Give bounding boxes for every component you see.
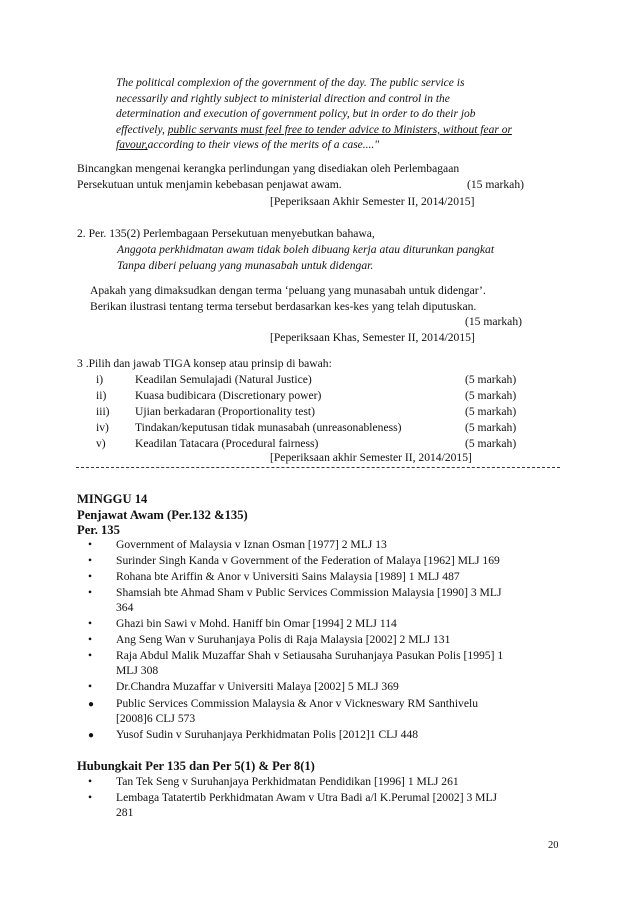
q1-exam: [Peperiksaan Akhir Semester II, 2014/2015] [270,195,475,208]
case-citation: Ang Seng Wan v Suruhanjaya Polis di Raja Malaysia [2002] 2 MLJ 131 [116,633,451,646]
bullet: • [88,586,93,599]
quote-line: necessarily and rightly subject to ministerial direction and control in the [116,92,450,105]
q3-item-num: i) [96,373,104,386]
case-citation: Public Services Commission Malaysia & Anor v Vickneswary RM Santhivelu [116,697,479,710]
case-citation-cont: [2008]6 CLJ 573 [116,712,196,725]
case-citation: Shamsiah bte Ahmad Sham v Public Services Commission Malaysia [1990] 3 MLJ [116,586,502,599]
q3-item-marks: (5 markah) [465,389,517,402]
bullet: • [88,570,93,583]
q3-item-text: Kuasa budibicara (Discretionary power) [135,389,322,402]
q2-italic-line: Anggota perkhidmatan awam tidak boleh dibuang kerja atau diturunkan pangkat [117,243,495,256]
q3-exam: [Peperiksaan akhir Semester II, 2014/2015] [270,451,472,464]
bullet: • [88,649,93,662]
week-subtitle: Penjawat Awam (Per.132 &135) [77,508,248,522]
case-citation-cont: MLJ 308 [116,664,159,677]
quote-underlined-text: favour, [116,139,148,152]
bullet: ● [88,730,95,741]
bullet: • [88,775,93,788]
case-citation: Lembaga Tatatertib Perkhidmatan Awam v Utra Badi a/l K.Perumal [2002] 3 MLJ [116,791,498,804]
bullet: • [88,538,93,551]
q3-item-marks: (5 markah) [465,405,517,418]
q3-item-marks: (5 markah) [465,437,517,450]
page-number: 20 [548,840,559,851]
q2-line: Apakah yang dimaksudkan dengan terma ‘peluang yang munasabah untuk didengar’. [90,284,486,297]
bullet: • [88,633,93,646]
case-citation: Ghazi bin Sawi v Mohd. Haniff bin Omar [1994] 2 MLJ 114 [116,617,397,630]
case-citation: Yusof Sudin v Suruhanjaya Perkhidmatan Polis [2012]1 CLJ 448 [116,728,419,741]
q3-item-text: Keadilan Semulajadi (Natural Justice) [135,373,312,386]
q2-exam: [Peperiksaan Khas, Semester II, 2014/2015] [270,331,475,344]
q2-line: 2. Per. 135(2) Perlembagaan Persekutuan menyebutkan bahawa, [77,227,375,240]
q2-line: Berikan ilustrasi tentang terma tersebut berdasarkan kes-kes yang telah diputuskan. [90,300,477,313]
bullet: • [88,617,93,630]
quote-text: effectively, [116,123,168,136]
q3-item-num: v) [96,437,106,450]
quote-line: determination and execution of government policy, but in order to do their job [116,108,476,121]
bullet: • [88,680,93,693]
case-citation: Tan Tek Seng v Suruhanjaya Perkhidmatan Pendidikan [1996] 1 MLJ 261 [116,775,459,788]
week-title: MINGGU 14 [77,492,148,506]
section-heading: Per. 135 [77,523,120,537]
quote-line [116,123,566,139]
q3-item-marks: (5 markah) [465,373,517,386]
bullet: ● [88,699,95,710]
q3-item-text: Keadilan Tatacara (Procedural fairness) [135,437,319,450]
section-divider [76,467,560,468]
q1-line: Persekutuan untuk menjamin kebebasan penjawat awam. [77,178,342,191]
q3-item-text: Tindakan/keputusan tidak munasabah (unreasonableness) [135,421,402,434]
q3-item-marks: (5 markah) [465,421,517,434]
quote-text: according to their views of the merits of a case...." [147,139,380,152]
q2-marks: (15 markah) [465,315,522,328]
bullet: • [88,554,93,567]
quote-underlined-text: public servants must feel free to tender advice to Ministers, without fear or [167,123,512,136]
quote-block [116,76,566,154]
case-citation: Dr.Chandra Muzaffar v Universiti Malaya [2002] 5 MLJ 369 [116,680,399,693]
q3-item-num: iv) [96,421,109,434]
q3-item-text: Ujian berkadaran (Proportionality test) [135,405,315,418]
case-citation: Government of Malaysia v Iznan Osman [1977] 2 MLJ 13 [116,538,387,551]
case-citation: Rohana bte Ariffin & Anor v Universiti Sains Malaysia [1989] 1 MLJ 487 [116,570,460,583]
q3-item-num: ii) [96,389,107,402]
section-heading: Hubungkait Per 135 dan Per 5(1) & Per 8(1) [77,759,315,773]
case-citation-cont: 281 [116,806,134,819]
q2-italic-line: Tanpa diberi peluang yang munasabah untuk didengar. [117,259,374,272]
case-citation-cont: 364 [116,601,134,614]
case-citation: Surinder Singh Kanda v Government of the Federation of Malaya [1962] MLJ 169 [116,554,500,567]
q1-marks: (15 markah) [467,178,524,191]
q3-line: 3 .Pilih dan jawab TIGA konsep atau prinsip di bawah: [77,357,332,370]
quote-line [116,138,566,154]
q3-item-num: iii) [96,405,110,418]
quote-line: The political complexion of the government of the day. The public service is [116,77,465,89]
bullet: • [88,791,93,804]
case-citation: Raja Abdul Malik Muzaffar Shah v Setiausaha Suruhanjaya Pasukan Polis [1995] 1 [116,649,504,662]
q1-line: Bincangkan mengenai kerangka perlindungan yang disediakan oleh Perlembagaan [77,162,460,175]
